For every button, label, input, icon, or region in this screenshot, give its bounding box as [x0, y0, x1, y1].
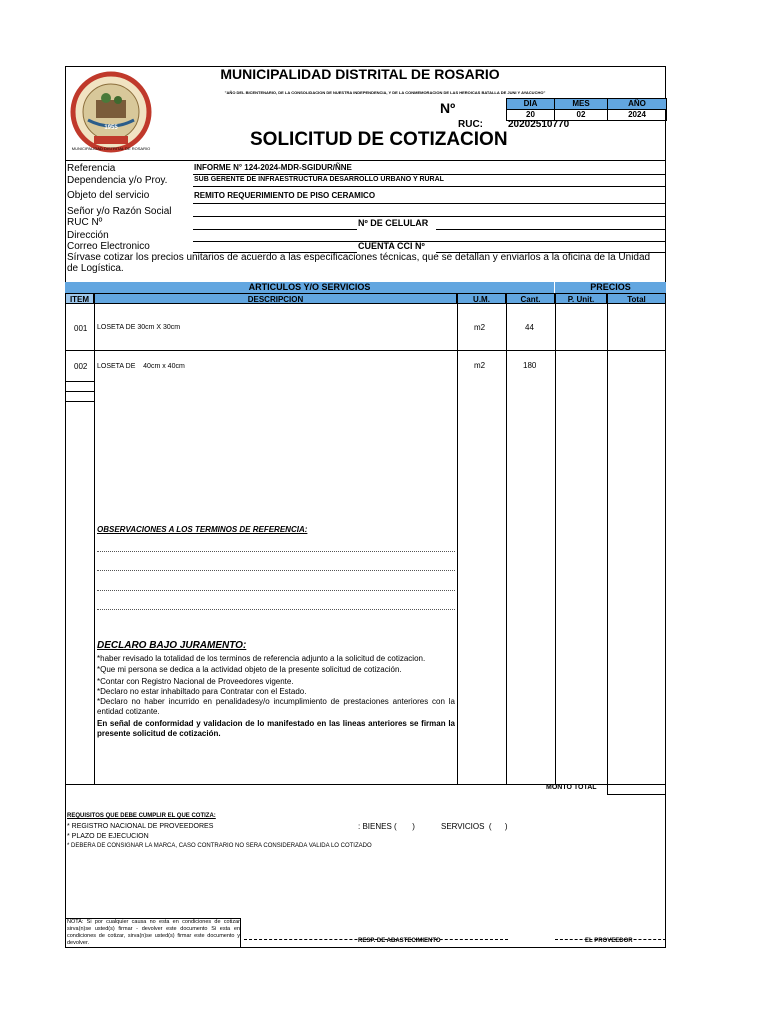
declaro-item: *Contar con Registro Nacional de Proveedores vigente.: [97, 677, 294, 686]
col-cant: Cant.: [506, 293, 555, 304]
col-punit: P. Unit.: [555, 293, 607, 304]
resp-abastecimiento: RESP. DE ABASTECIMIENTO: [358, 938, 441, 944]
observaciones-title: OBSERVACIONES A LOS TERMINOS DE REFERENCIA:: [97, 525, 308, 534]
instructions-text: Sírvase cotizar los precios unitarios de acuerdo a las especificaciones técnicas, que se detallan y enviarlos a la oficina de la Unidad de Logística.: [67, 252, 651, 274]
ruc-value: 20202510770: [508, 119, 570, 130]
logo-year: 1955: [104, 125, 118, 131]
date-month-value: 02: [554, 109, 608, 121]
date-year-value: 2024: [607, 109, 667, 121]
declaro-item: *haber revisado la totalidad de los terminos de referencia adjunto a la solicitud de cotizacion.: [97, 654, 426, 663]
requisitos-title: REQUISITOS QUE DEBE CUMPLIR EL QUE COTIZA:: [67, 813, 216, 819]
declaro-item: *Declaro no estar inhabiltado para Contratar con el Estado.: [97, 687, 307, 696]
date-day-value: 20: [506, 109, 555, 121]
nota-text: NOTA: Si por cualquier causa no esta en condiciones de cotizar sirva(n)se usted(s) firmar - devolver este documento Si esta en condiciones de cotizar, sirva(n)se usted(s) firmar este documento y devolver.: [67, 919, 240, 946]
row2-cant: 180: [523, 361, 537, 370]
referencia-label: Referencia: [67, 163, 116, 174]
ruc-info-label: RUC Nº: [67, 217, 103, 228]
referencia-value: INFORME N° 124-2024-MDR-SGIDUR/ÑNE: [194, 163, 352, 172]
col-um: U.M.: [457, 293, 506, 304]
row1-um: m2: [474, 323, 486, 332]
row2-descripcion: LOSETA DE 40cm x 40cm: [97, 363, 185, 370]
requisito-item: * PLAZO DE EJECUCION: [67, 833, 149, 840]
correo-label: Correo Electronico: [67, 241, 150, 252]
celular-label: Nº DE CELULAR: [358, 218, 429, 228]
row2-item: 002: [74, 362, 88, 371]
requisito-item: * REGISTRO NACIONAL DE PROVEEDORES: [67, 823, 214, 830]
date-day-header: DIA: [506, 98, 555, 110]
articulos-header: ARTICULOS Y/O SERVICIOS: [65, 282, 554, 293]
logo-caption: MUNICIPALIDAD DISTRITAL DE ROSARIO: [71, 146, 151, 151]
ruc-label: RUC:: [458, 119, 483, 130]
col-descripcion: DESCRIPCION: [94, 293, 457, 304]
direccion-label: Dirección: [67, 230, 109, 241]
senor-label: Señor y/o Razón Social: [67, 206, 172, 217]
monto-total-label: MONTO TOTAL: [546, 784, 597, 791]
col-total: Total: [607, 293, 666, 304]
date-year-header: AÑO: [607, 98, 667, 110]
declaro-item: *Declaro no haber incurrido en penalidadesy/o incumplimiento de prestaciones anteriores con la entidad cotizante.: [97, 697, 455, 716]
year-motto: "AÑO DEL BICENTENARIO, DE LA CONSOLIDACION DE NUESTRA INDEPENDENCIA, Y DE LA CONMEMORACION DE LAS HEROICAS BATALLA DE JUNI Y AYACUCHO": [224, 90, 546, 95]
municipality-name: MUNICIPALIDAD DISTRITAL DE ROSARIO: [220, 66, 500, 82]
col-item: ITEM: [65, 293, 94, 304]
objeto-label: Objeto del servicio: [67, 190, 150, 201]
row2-um: m2: [474, 361, 486, 370]
row1-descripcion: LOSETA DE 30cm X 30cm: [97, 324, 181, 331]
objeto-value: REMITO REQUERIMIENTO DE PISO CERAMICO: [194, 191, 376, 200]
municipal-logo: [66, 70, 156, 160]
number-label: Nº: [440, 100, 456, 116]
conformidad-text: En señal de conformidad y validacion de lo manifestado en las lineas anteriores se firman la presente solicitud de cotización.: [97, 719, 455, 738]
declaro-title: DECLARO BAJO JURAMENTO:: [97, 640, 247, 651]
date-month-header: MES: [554, 98, 608, 110]
servicios-option[interactable]: SERVICIOS ( ): [441, 822, 508, 831]
declaro-item: *Que mi persona se dedica a la actividad objeto de la presente solicitud de cotización.: [97, 665, 402, 674]
declaro-list: [97, 654, 455, 739]
dependencia-label: Dependencia y/o Proy.: [67, 175, 168, 186]
row1-item: 001: [74, 324, 88, 333]
bienes-option[interactable]: : BIENES ( ): [358, 822, 415, 831]
precios-header: PRECIOS: [555, 282, 666, 293]
cci-label: CUENTA CCI Nº: [358, 241, 425, 251]
dependencia-value: SUB GERENTE DE INFRAESTRUCTURA DESARROLLO URBANO Y RURAL: [194, 176, 444, 183]
el-proveedor: EL PROVEEDOR: [585, 938, 633, 944]
requisito-item: * DEBERA DE CONSIGNAR LA MARCA, CASO CONTRARIO NO SERA CONSIDERADA VALIDA LO COTIZADO: [67, 843, 372, 849]
page-title: SOLICITUD DE COTIZACION: [250, 129, 508, 150]
row1-cant: 44: [525, 323, 534, 332]
